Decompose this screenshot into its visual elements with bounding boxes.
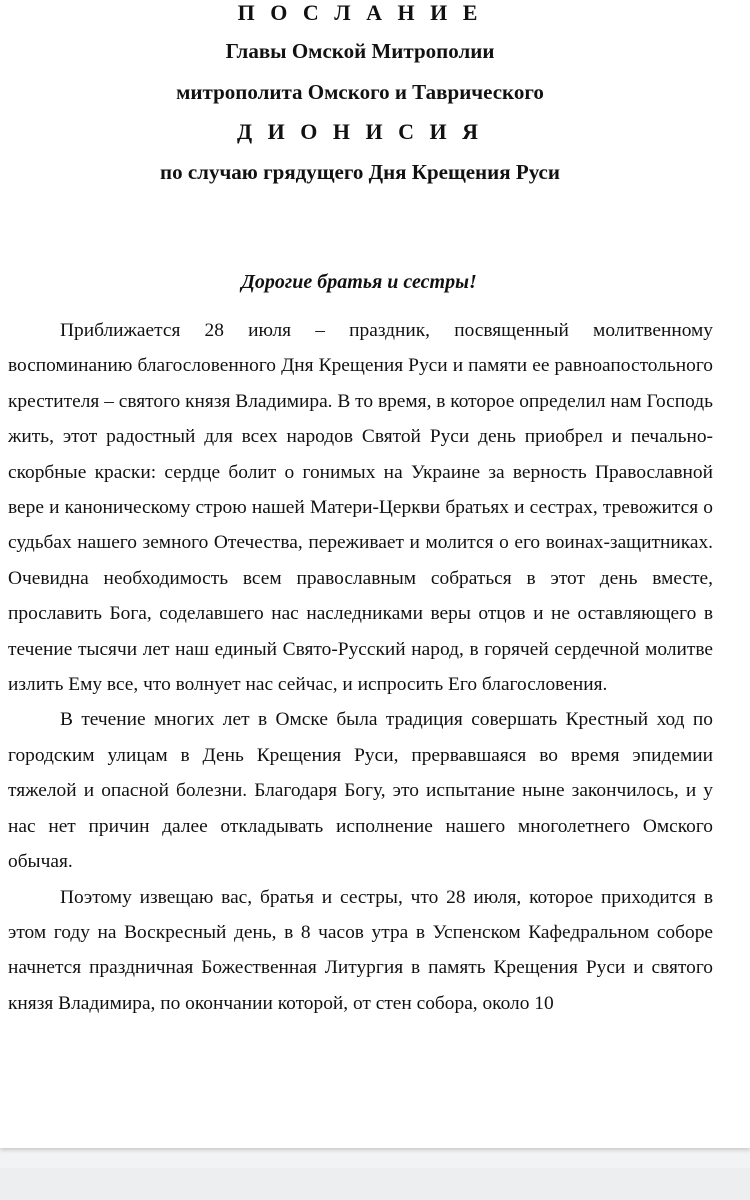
header-title: П О С Л А Н И Е — [237, 0, 483, 25]
header-line-3: митрополита Омского и Таврического — [176, 80, 544, 104]
header-line-5: по случаю грядущего Дня Крещения Руси — [160, 160, 560, 184]
paragraph-3: Поэтому извещаю вас, братья и сестры, что 28 июля, которое приходится в этом году на Воскресный день, в 8 часов утра в Успенском Кафедральном соборе начнется праздничная Божественная Литургия в память Крещения Руси и святого князя Владимира, по окончании которой, от стен собора, около 10 — [8, 886, 713, 1014]
header-line-2: Главы Омской Митрополии — [225, 39, 495, 63]
viewer-bottom-strip — [0, 1168, 750, 1200]
paragraph-1: Приближается 28 июля – праздник, посвященный молитвенному воспоминанию благословенного Дня Крещения Руси и памяти ее равноапостольного крестителя – святого князя Владимира. В то время, в которое определил нам Господь жить, этот радостный для всех народов Святой Руси день приобрел и печально-скорбные краски: сердце болит о гонимых на Украине за верность Православной вере и каноническому строю нашей Матери-Церкви братьях и сестрах, тревожится о судьбах нашего земного Отечества, переживает и молится о его воинах-защитниках. Очевидна необходимость всем православным собраться в этот день вместе, прославить Бога, соделавшего нас наследниками веры отцов и не оставляющего в течение тысячи лет наш единый Свято-Русский народ, в горячей сердечной молитве излить Ему все, что волнует нас сейчас, и испросить Его благословения. — [8, 320, 713, 696]
letter-body — [8, 313, 713, 1021]
greeting: Дорогие братья и сестры! — [241, 271, 477, 293]
header-name: Д И О Н И С И Я — [237, 119, 483, 144]
paragraph-2: В течение многих лет в Омске была традиция совершать Крестный ход по городским улицам в День Крещения Руси, прервавшаяся во время эпидемии тяжелой и опасной болезни. Благодаря Богу, это испытание ныне закончилось, и у нас нет причин далее откладывать исполнение нашего многолетнего Омского обычая. — [8, 709, 713, 873]
